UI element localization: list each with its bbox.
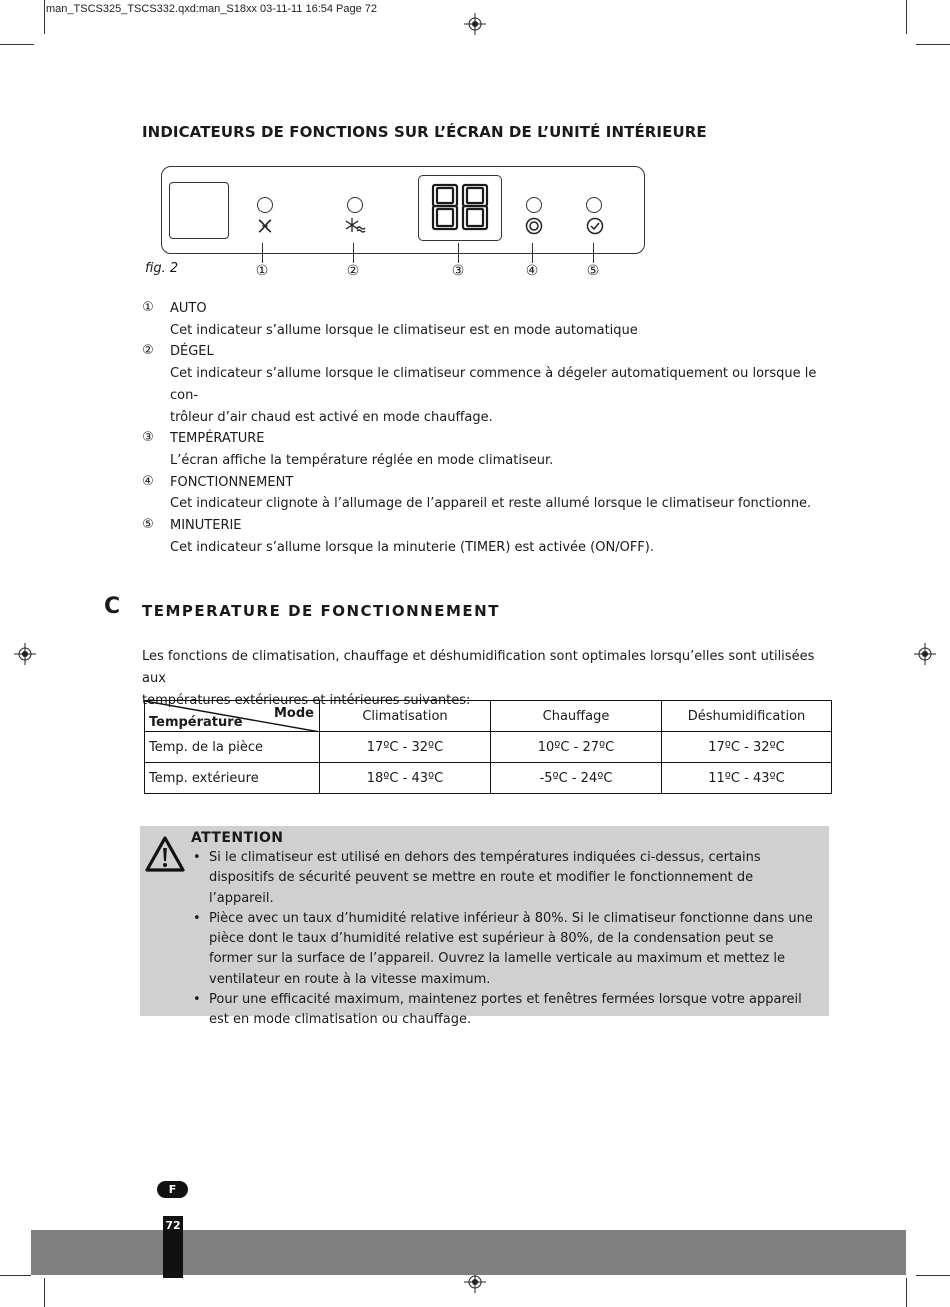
operation-power-icon (525, 217, 543, 235)
indicator-title (141, 341, 841, 363)
temperature-lcd (418, 175, 502, 241)
callout-line (262, 243, 263, 263)
section-heading: TEMPERATURE DE FONCTIONNEMENT (142, 602, 500, 620)
seven-segment-display (418, 175, 502, 241)
table-row (145, 732, 832, 763)
crop-mark (916, 44, 950, 45)
corner-header-cell (145, 701, 320, 732)
crop-mark (906, 1278, 907, 1307)
receiver-window (169, 182, 229, 239)
attention-box (140, 826, 829, 1028)
item-title: TEMPÉRATURE (170, 431, 265, 447)
language-badge: F (157, 1181, 188, 1198)
callout-line (593, 243, 594, 263)
crop-mark (44, 0, 45, 34)
auto-mode-icon (256, 217, 274, 235)
crop-mark (0, 1275, 31, 1276)
section-letter: C (104, 594, 121, 619)
table-cell: 11ºC - 43ºC (662, 763, 832, 794)
column-header: Chauffage (491, 701, 662, 732)
indicator-led-auto (257, 197, 273, 213)
callout-number: ② (346, 263, 360, 279)
intro-line: températures extérieures et intérieures suivantes: (142, 693, 471, 708)
crop-mark (916, 1275, 950, 1276)
callout-line (353, 243, 354, 263)
table-cell: -5ºC - 24ºC (491, 763, 662, 794)
table-header-row (145, 701, 832, 732)
indicator-title (141, 298, 841, 320)
indicator-description: Cet indicateur s’allume lorsque la minuterie (TIMER) est activée (ON/OFF). (170, 539, 654, 555)
table-cell: 18ºC - 43ºC (320, 763, 491, 794)
table-cell: 17ºC - 32ºC (662, 732, 832, 763)
item-number: ① (142, 300, 154, 315)
intro-line: Les fonctions de climatisation, chauffage et déshumidification sont optimales lorsqu’elles sont utilisées aux (142, 649, 815, 686)
temperature-label: Température (149, 715, 243, 730)
callout-line (532, 243, 533, 263)
section-title: INDICATEURS DE FONCTIONS SUR L’ÉCRAN DE L’UNITÉ INTÉRIEURE (142, 123, 707, 141)
item-title: AUTO (170, 301, 207, 316)
callout-number: ③ (451, 263, 465, 279)
row-label: Temp. extérieure (145, 763, 320, 794)
indicator-title (141, 472, 841, 494)
indicator-list (141, 298, 841, 558)
indicator-description: Cet indicateur s’allume lorsque le climatiseur est en mode automatique (170, 322, 638, 338)
callout-number: ④ (525, 263, 539, 279)
indicator-title (141, 515, 841, 537)
item-title: DÉGEL (170, 344, 214, 360)
attention-bullet: • Pièce avec un taux d’humidité relative inférieur à 80%. Si le climatiseur fonctionne dans une pièce dont le taux d’humidité relative est supérieur à 80%, de la condensation peut se former sur la surface de l’appareil. Ouvrez la lamelle verticale au maximum et mettez le ventilateur en route à la vitesse maximum. (191, 909, 821, 990)
display-panel-diagram (161, 166, 645, 254)
table-row (145, 763, 832, 794)
indicator-description: L’écran affiche la température réglée en mode climatiseur. (170, 452, 554, 468)
callout-line (458, 243, 459, 263)
attention-bullet: • Si le climatiseur est utilisé en dehors des températures indiquées ci-dessus, certains dispositifs de sécurité peuvent se mettre en route et modifier le fonctionnement de l’appareil. (191, 848, 821, 909)
callout-number: ① (255, 263, 269, 279)
figure-caption: fig. 2 (145, 261, 179, 276)
registration-mark-icon (464, 13, 486, 35)
operating-temperature-table (144, 700, 832, 794)
registration-mark-icon (914, 643, 936, 665)
mode-label: Mode (274, 706, 314, 721)
warning-triangle-icon (144, 835, 186, 873)
page-number: 72 (163, 1216, 183, 1278)
indicator-led-timer (586, 197, 602, 213)
item-title: MINUTERIE (170, 518, 242, 534)
indicator-description-continued: trôleur d’air chaud est activé en mode chauffage. (170, 409, 493, 425)
item-number: ③ (142, 430, 154, 446)
callout-number: ⑤ (586, 263, 600, 279)
attention-list (191, 848, 821, 1031)
table-cell: 17ºC - 32ºC (320, 732, 491, 763)
indicator-title (141, 428, 841, 450)
print-header: man_TSCS325_TSCS332.qxd:man_S18xx 03-11-11 16:54 Page 72 (46, 3, 378, 15)
indicator-led-operation (526, 197, 542, 213)
indicator-description: Cet indicateur s’allume lorsque le climatiseur commence à dégeler automatiquement ou lorsque le con- (170, 366, 817, 403)
timer-clock-icon (586, 217, 604, 235)
column-header: Climatisation (320, 701, 491, 732)
item-number: ④ (142, 473, 154, 489)
item-number: ⑤ (142, 517, 154, 533)
crop-mark (0, 44, 34, 45)
crop-mark (44, 1278, 45, 1307)
attention-bullet: • Pour une efficacité maximum, maintenez portes et fenêtres fermées lorsque votre appareil est en mode climatisation ou chauffage. (191, 990, 821, 1031)
registration-mark-icon (14, 643, 36, 665)
table-cell: 10ºC - 27ºC (491, 732, 662, 763)
item-number: ② (142, 343, 154, 359)
defrost-snowflake-icon (344, 217, 366, 235)
attention-title: ATTENTION (191, 830, 284, 846)
indicator-led-defrost (347, 197, 363, 213)
crop-mark (906, 0, 907, 34)
indicator-description: Cet indicateur clignote à l’allumage de l’appareil et reste allumé lorsque le climatiseur fonctionne. (170, 496, 812, 512)
item-title: FONCTIONNEMENT (170, 474, 294, 490)
column-header: Déshumidification (662, 701, 832, 732)
row-label: Temp. de la pièce (145, 732, 320, 763)
